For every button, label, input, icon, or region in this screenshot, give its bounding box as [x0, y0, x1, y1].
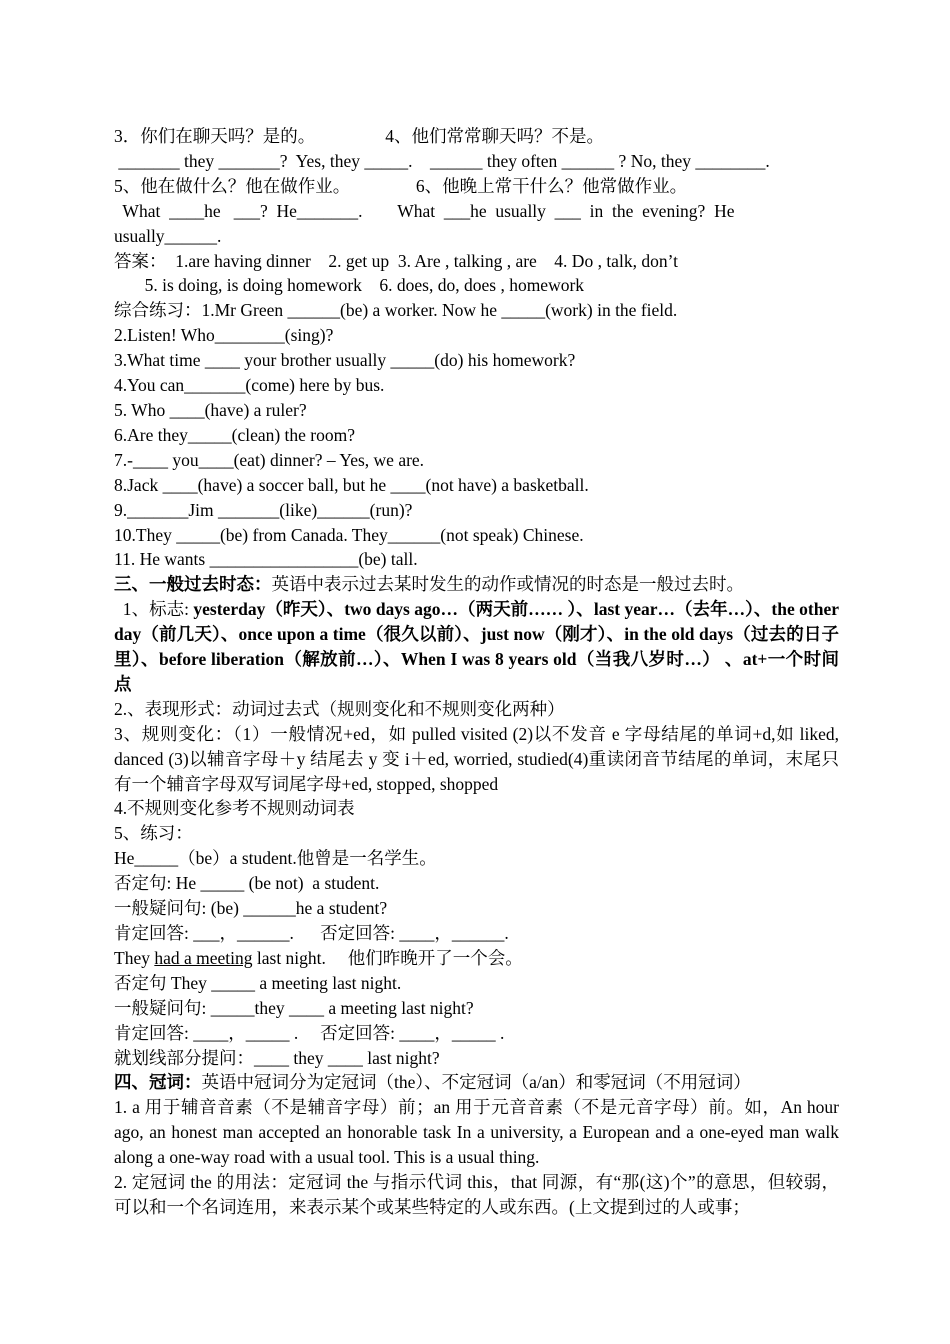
practice-line-2: 否定句: He _____ (be not) a student. [114, 873, 380, 894]
time-markers-paragraph [114, 597, 839, 697]
regular-change-paragraph: 3、规则变化：（1）一般情况+ed，如 pulled visited (2)以不发音 e 字母结尾的单词+d,如 liked, danced (3)以辅音字母＋y 结尾去 y 变 i＋ed, worried, studied(4)重读闭音节结尾的单词，末尾只有一个辅音字母双写词尾字母+ed, stopped, shopped [114, 723, 839, 794]
practice-line-7: 一般疑问句: _____they ____ a meeting last night? [114, 997, 474, 1018]
exercise-line: 3.What time ____ your brother usually _____(do) his homework? [114, 350, 576, 371]
section4-heading: 四、冠词： [114, 1072, 202, 1093]
exercise-line: 7.-____ you____(eat) dinner? – Yes, we are. [114, 449, 425, 470]
practice-line-4: 肯定回答: ___，______. 否定回答: ____，______. [114, 923, 509, 943]
practice-line-5 [114, 946, 839, 971]
exercise-line: 5. is doing, is doing homework 6. does, do, does , homework [114, 275, 585, 296]
form-line: 2.、表现形式：动词过去式（规则变化和不规则变化两种） [114, 698, 565, 719]
markers-prefix: 1、标志: [114, 599, 194, 620]
exercise-line: 10.They _____(be) from Canada. They______(not speak) Chinese. [114, 524, 584, 545]
practice-line-1: He_____（be）a student.他曾是一名学生。 [114, 848, 437, 869]
article-rule-2: 2. 定冠词 the 的用法：定冠词 the 与指示代词 this，that 同源，有“那(这)个”的意思，但较弱，可以和一个名词连用，来表示某个或某些特定的人或东西。(上文提到过的人或事； [114, 1172, 839, 1217]
practice-5-start: They [114, 947, 155, 968]
exercise-line: 综合练习：1.Mr Green ______(be) a worker. Now he _____(work) in the field. [114, 300, 678, 321]
section3-title-line [114, 572, 839, 597]
underlined-phrase: had a meeting [154, 947, 253, 968]
time-markers: yesterday（昨天）、two days ago…（两天前…… ）、last year…（去年…）、the other day（前几天）、once upon a time（很久以前）、just now（刚才）、in the old days（过去的日子里）、before liberation（解放前…）、When I was 8 years old（当我八岁时…） 、at+一个时间点 [114, 599, 839, 694]
exercise-line: 6.Are they_____(clean) the room? [114, 424, 356, 445]
exercise-line: 9._______Jim _______(like)______(run)? [114, 499, 413, 520]
practice-5-end: last night. 他们昨晚开了一个会。 [252, 947, 523, 968]
practice-line-9: 就划线部分提问：____ they ____ last night? [114, 1047, 440, 1068]
irregular-line: 4.不规则变化参考不规则动词表 [114, 798, 355, 819]
document-page [114, 124, 839, 1220]
practice-title: 5、练习： [114, 823, 193, 844]
section3-intro: 英语中表示过去某时发生的动作或情况的时态是一般过去时。 [271, 574, 744, 595]
exercise-line: 5、他在做什么？他在做作业。 6、他晚上常干什么？他常做作业。 [114, 175, 688, 196]
exercise-line: 3．你们在聊天吗？是的。 4、他们常常聊天吗？不是。 [114, 126, 604, 146]
exercise-line: 5. Who ____(have) a ruler? [114, 399, 307, 420]
exercise-line: _______ they _______? Yes, they _____. ______ they often ______ ? No, they ________. [114, 150, 770, 171]
article-rule-1: 1. a 用于辅音音素（不是辅音字母）前；an 用于元音音素（不是元音字母）前。如，An hour ago, an honest man accepted an honorable task In a university, a European and a one-eyed man walk along a one-way road with a usual tool. This is a usual thing. [114, 1097, 839, 1168]
exercise-line: 答案： 1.are having dinner 2. get up 3. Are , talking , are 4. Do , talk, don’t [114, 250, 678, 271]
practice-line-8: 肯定回答: ____，_____ . 否定回答: ____，_____ . [114, 1022, 505, 1043]
exercise-line: What ____he ___? He_______. What ___he usually ___ in the evening? He [114, 200, 735, 221]
section4-title-line [114, 1070, 839, 1095]
practice-line-6: 否定句 They _____ a meeting last night. [114, 972, 402, 993]
section4-intro: 英语中冠词分为定冠词（the）、不定冠词（a/an）和零冠词（不用冠词） [201, 1072, 751, 1093]
exercise-lines [114, 124, 839, 572]
exercise-line: 8.Jack ____(have) a soccer ball, but he ____(not have) a basketball. [114, 474, 589, 495]
practice-line-3: 一般疑问句: (be) ______he a student? [114, 898, 388, 919]
exercise-line: 4.You can_______(come) here by bus. [114, 375, 385, 396]
exercise-line: 2.Listen! Who________(sing)? [114, 325, 334, 346]
section3-heading: 三、一般过去时态： [114, 574, 272, 595]
exercise-line: usually______. [114, 225, 222, 246]
exercise-line: 11. He wants _________________(be) tall. [114, 549, 418, 570]
